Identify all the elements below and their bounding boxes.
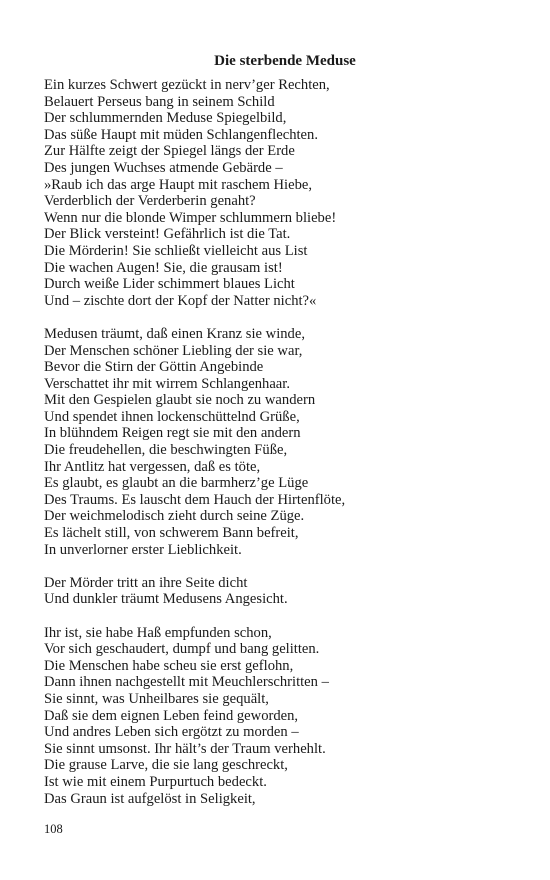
poem-body [44,77,534,824]
verse-line: Sie sinnt umsonst. Ihr hält’s der Traum verhehlt. [44,740,326,757]
verse-line: »Raub ich das arge Haupt mit raschem Hiebe, [44,176,313,193]
verse-line: Der weichmelodisch zieht durch seine Züge. [44,508,305,525]
verse-line: Mit den Gespielen glaubt sie noch zu wandern [44,392,316,409]
verse-line: In unverlorner erster Lieblichkeit. [44,541,242,558]
verse-line: Durch weiße Lider schimmert blaues Licht [44,276,295,293]
verse-line: Die grause Larve, die sie lang geschreckt, [44,757,288,774]
verse-line: Ihr ist, sie habe Haß empfunden schon, [44,624,272,641]
page-number: 108 [44,822,63,836]
verse-line: Der Mörder tritt an ihre Seite dicht [44,574,248,591]
verse-line: Bevor die Stirn der Göttin Angebinde [44,359,264,376]
verse-line: Es lächelt still, von schwerem Bann befreit, [44,525,299,542]
verse-line: Die Mörderin! Sie schließt vielleicht aus List [44,242,308,259]
verse-line: Des Traums. Es lauscht dem Hauch der Hirtenflöte, [44,491,346,508]
verse-line: In blühndem Reigen regt sie mit den andern [44,425,301,442]
verse-line: Die wachen Augen! Sie, die grausam ist! [44,259,283,276]
stanza [44,625,534,808]
verse-line: Verderblich der Verderberin genaht? [44,193,256,210]
verse-line: Dann ihnen nachgestellt mit Meuchlerschritten – [44,674,329,691]
verse-line: Und – zischte dort der Kopf der Natter nicht?« [44,292,317,309]
verse-line: Der schlummernden Meduse Spiegelbild, [44,110,287,127]
verse-line: Des jungen Wuchses atmende Gebärde – [44,159,283,176]
verse-line: Vor sich geschaudert, dumpf und bang gelitten. [44,641,320,658]
verse-line: Das Graun ist aufgelöst in Seligkeit, [44,790,256,807]
verse-line: Zur Hälfte zeigt der Spiegel längs der Erde [44,143,295,160]
verse-line: Ist wie mit einem Purpurtuch bedeckt. [44,773,267,790]
stanza [44,575,534,608]
verse-line: Die Menschen habe scheu sie erst geflohn, [44,657,294,674]
verse-line: Daß sie dem eignen Leben feind geworden, [44,707,299,724]
verse-line: Und andres Leben sich ergötzt zu morden – [44,724,299,741]
verse-line: Sie sinnt, was Unheilbares sie gequält, [44,690,269,707]
verse-line: Und spendet ihnen lockenschüttelnd Grüße, [44,408,300,425]
verse-line: Belauert Perseus bang in seinem Schild [44,93,275,110]
stanza [44,326,534,558]
verse-line: Medusen träumt, daß einen Kranz sie winde, [44,325,305,342]
verse-line: Wenn nur die blonde Wimper schlummern bliebe! [44,209,337,226]
verse-line: Der Menschen schöner Liebling der sie war, [44,342,303,359]
verse-line: Es glaubt, es glaubt an die barmherz’ge Lüge [44,475,309,492]
verse-line: Ihr Antlitz hat vergessen, daß es töte, [44,458,261,475]
verse-line: Verschattet ihr mit wirrem Schlangenhaar. [44,375,290,392]
verse-line: Ein kurzes Schwert gezückt in nerv’ger Rechten, [44,77,330,93]
verse-line: Die freudehellen, die beschwingten Füße, [44,442,288,459]
verse-line: Der Blick versteint! Gefährlich ist die Tat. [44,226,291,243]
poem-title: Die sterbende Meduse [214,53,356,69]
stanza [44,77,534,309]
verse-line: Das süße Haupt mit müden Schlangenflechten. [44,126,318,143]
verse-line: Und dunkler träumt Medusens Angesicht. [44,591,288,608]
